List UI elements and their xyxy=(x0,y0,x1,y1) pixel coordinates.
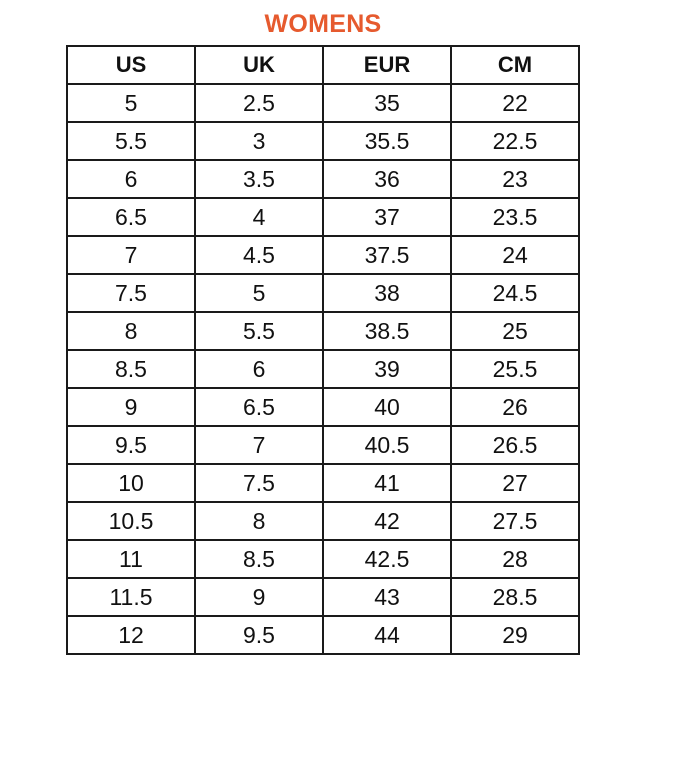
table-row xyxy=(67,312,579,350)
cell-eur: 40.5 xyxy=(323,426,451,464)
page-title: WOMENS xyxy=(264,10,382,38)
cell-uk: 5.5 xyxy=(195,312,323,350)
cell-us: 6.5 xyxy=(67,198,195,236)
cell-us: 7 xyxy=(67,236,195,274)
cell-us: 9.5 xyxy=(67,426,195,464)
cell-uk: 2.5 xyxy=(195,84,323,122)
table-body xyxy=(67,84,579,654)
cell-eur: 37.5 xyxy=(323,236,451,274)
cell-eur: 36 xyxy=(323,160,451,198)
column-header-uk: UK xyxy=(195,46,323,84)
cell-uk: 5 xyxy=(195,274,323,312)
cell-us: 10.5 xyxy=(67,502,195,540)
cell-eur: 38.5 xyxy=(323,312,451,350)
cell-eur: 42.5 xyxy=(323,540,451,578)
table-row xyxy=(67,236,579,274)
cell-eur: 40 xyxy=(323,388,451,426)
cell-cm: 24.5 xyxy=(451,274,579,312)
table-header-row xyxy=(67,46,579,84)
cell-eur: 37 xyxy=(323,198,451,236)
cell-us: 11 xyxy=(67,540,195,578)
column-header-eur: EUR xyxy=(323,46,451,84)
cell-cm: 28.5 xyxy=(451,578,579,616)
cell-eur: 43 xyxy=(323,578,451,616)
cell-eur: 39 xyxy=(323,350,451,388)
table-row xyxy=(67,350,579,388)
table-row xyxy=(67,464,579,502)
cell-uk: 9 xyxy=(195,578,323,616)
cell-us: 8.5 xyxy=(67,350,195,388)
cell-us: 5 xyxy=(67,84,195,122)
cell-eur: 42 xyxy=(323,502,451,540)
cell-cm: 25.5 xyxy=(451,350,579,388)
cell-cm: 24 xyxy=(451,236,579,274)
cell-uk: 6.5 xyxy=(195,388,323,426)
cell-uk: 9.5 xyxy=(195,616,323,654)
cell-cm: 22 xyxy=(451,84,579,122)
cell-us: 7.5 xyxy=(67,274,195,312)
cell-cm: 25 xyxy=(451,312,579,350)
cell-uk: 4 xyxy=(195,198,323,236)
cell-cm: 22.5 xyxy=(451,122,579,160)
cell-eur: 44 xyxy=(323,616,451,654)
size-chart-table xyxy=(66,45,580,655)
cell-uk: 6 xyxy=(195,350,323,388)
cell-uk: 8 xyxy=(195,502,323,540)
cell-us: 6 xyxy=(67,160,195,198)
cell-cm: 26.5 xyxy=(451,426,579,464)
cell-eur: 35.5 xyxy=(323,122,451,160)
cell-cm: 29 xyxy=(451,616,579,654)
cell-us: 5.5 xyxy=(67,122,195,160)
table-row xyxy=(67,540,579,578)
table-row xyxy=(67,616,579,654)
cell-eur: 41 xyxy=(323,464,451,502)
cell-us: 10 xyxy=(67,464,195,502)
table-row xyxy=(67,160,579,198)
table-row xyxy=(67,426,579,464)
cell-us: 12 xyxy=(67,616,195,654)
cell-uk: 3 xyxy=(195,122,323,160)
cell-uk: 4.5 xyxy=(195,236,323,274)
cell-us: 11.5 xyxy=(67,578,195,616)
cell-cm: 23 xyxy=(451,160,579,198)
table-row xyxy=(67,578,579,616)
cell-uk: 7 xyxy=(195,426,323,464)
table-row xyxy=(67,274,579,312)
cell-uk: 8.5 xyxy=(195,540,323,578)
cell-cm: 23.5 xyxy=(451,198,579,236)
table-row xyxy=(67,198,579,236)
table-row xyxy=(67,122,579,160)
cell-us: 9 xyxy=(67,388,195,426)
cell-cm: 27.5 xyxy=(451,502,579,540)
cell-uk: 7.5 xyxy=(195,464,323,502)
cell-eur: 38 xyxy=(323,274,451,312)
cell-eur: 35 xyxy=(323,84,451,122)
cell-cm: 27 xyxy=(451,464,579,502)
table-row xyxy=(67,84,579,122)
column-header-us: US xyxy=(67,46,195,84)
table-row xyxy=(67,502,579,540)
table-row xyxy=(67,388,579,426)
cell-cm: 26 xyxy=(451,388,579,426)
column-header-cm: CM xyxy=(451,46,579,84)
cell-cm: 28 xyxy=(451,540,579,578)
cell-us: 8 xyxy=(67,312,195,350)
cell-uk: 3.5 xyxy=(195,160,323,198)
